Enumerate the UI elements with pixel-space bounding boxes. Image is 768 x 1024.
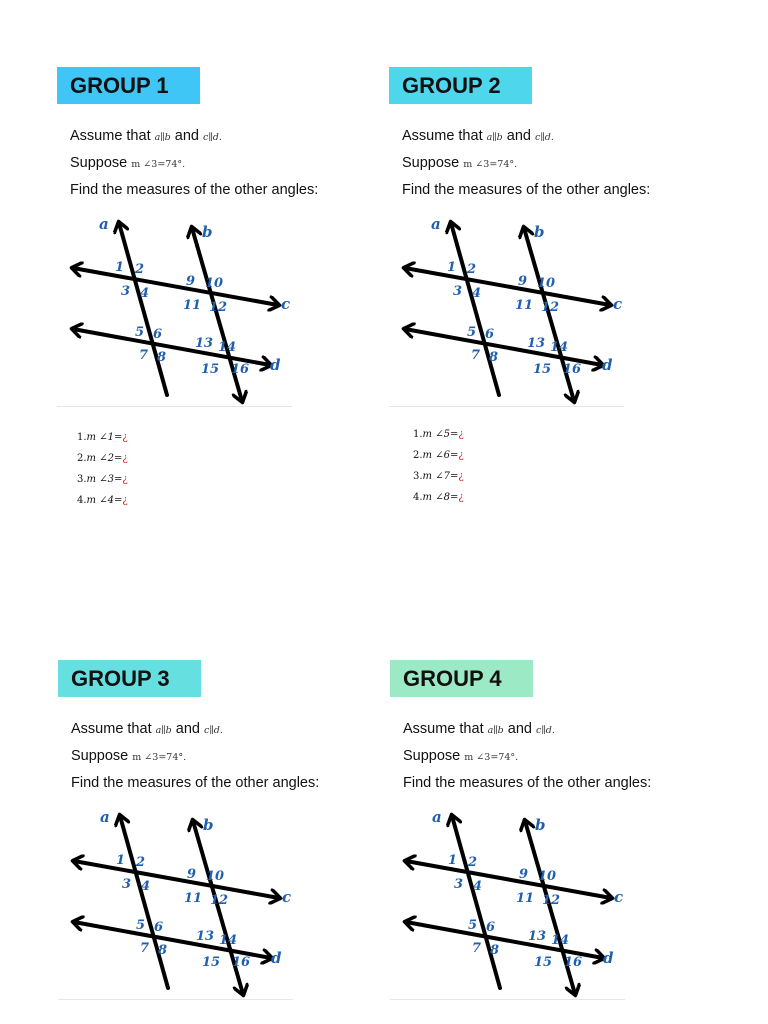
question-item: 1.m ∠5=¿ <box>413 429 464 440</box>
question-list <box>413 424 464 508</box>
suppose-line <box>402 155 517 171</box>
line-c <box>73 268 278 305</box>
group-1 <box>57 67 387 506</box>
suppose-expression: m ∠3=74°. <box>132 752 187 763</box>
group-title: GROUP 3 <box>58 660 201 697</box>
angle-label-6: 6 <box>153 327 163 342</box>
line-c <box>74 861 279 898</box>
angle-label-12: 12 <box>209 300 228 315</box>
angle-label-14: 14 <box>551 933 570 948</box>
parallel-cd: c∥d <box>203 132 219 143</box>
line-label-d: d <box>602 356 613 374</box>
angle-label-16: 16 <box>232 955 251 970</box>
angle-label-8: 8 <box>157 350 167 365</box>
angle-label-11: 11 <box>184 891 203 906</box>
angle-label-9: 9 <box>519 867 529 882</box>
line-c <box>406 861 611 898</box>
find-instruction: Find the measures of the other angles: <box>70 182 319 198</box>
find-instruction: Find the measures of the other angles: <box>71 775 320 791</box>
assume-prefix: Assume that <box>403 721 484 737</box>
question-item: 4.m ∠8=¿ <box>413 492 464 503</box>
suppose-line <box>71 748 186 764</box>
angle-label-4: 4 <box>472 286 482 301</box>
angle-label-15: 15 <box>202 955 221 970</box>
parallel-ab: a∥b <box>155 725 172 736</box>
question-item: 4.m ∠4=¿ <box>77 495 128 506</box>
line-label-a: a <box>431 215 441 233</box>
diagram-svg <box>68 806 298 1004</box>
parallel-lines-diagram <box>399 213 629 411</box>
assume-line <box>70 128 222 144</box>
question-item: 2.m ∠6=¿ <box>413 450 464 461</box>
angle-label-3: 3 <box>122 877 132 892</box>
group-2 <box>389 67 719 503</box>
line-label-c: c <box>613 295 623 313</box>
angle-label-3: 3 <box>453 284 463 299</box>
angle-label-3: 3 <box>121 284 131 299</box>
angle-label-3: 3 <box>454 877 464 892</box>
suppose-prefix: Suppose <box>402 155 460 171</box>
assume-prefix: Assume that <box>402 128 483 144</box>
angle-label-4: 4 <box>140 286 150 301</box>
line-a <box>120 816 168 988</box>
angle-label-11: 11 <box>183 298 202 313</box>
diagram-svg <box>399 213 629 411</box>
line-label-b: b <box>203 816 214 834</box>
angle-label-10: 10 <box>205 276 224 291</box>
assume-dot: . <box>218 132 222 143</box>
angle-label-15: 15 <box>534 955 553 970</box>
line-d <box>73 329 270 365</box>
angle-label-7: 7 <box>471 348 481 363</box>
assume-and: and <box>506 128 531 144</box>
angle-label-13: 13 <box>528 929 547 944</box>
divider <box>57 406 292 407</box>
angle-label-14: 14 <box>218 340 237 355</box>
angle-label-8: 8 <box>158 943 168 958</box>
suppose-expression: m ∠3=74°. <box>463 159 518 170</box>
assume-line <box>402 128 554 144</box>
parallel-cd: c∥d <box>535 132 551 143</box>
angle-label-14: 14 <box>219 933 238 948</box>
line-label-a: a <box>432 808 442 826</box>
angle-label-5: 5 <box>468 918 478 933</box>
find-instruction: Find the measures of the other angles: <box>403 775 652 791</box>
angle-label-15: 15 <box>201 362 220 377</box>
angle-label-8: 8 <box>490 943 500 958</box>
assume-dot: . <box>551 725 555 736</box>
parallel-lines-diagram <box>68 806 298 1004</box>
assume-dot: . <box>550 132 554 143</box>
assume-line <box>71 721 223 737</box>
question-item: 3.m ∠3=¿ <box>77 474 128 485</box>
suppose-line <box>403 748 518 764</box>
parallel-ab: a∥b <box>487 725 504 736</box>
angle-label-11: 11 <box>516 891 535 906</box>
line-label-b: b <box>535 816 546 834</box>
parallel-ab: a∥b <box>486 132 503 143</box>
angle-label-5: 5 <box>135 325 145 340</box>
angle-label-13: 13 <box>195 336 214 351</box>
angle-label-2: 2 <box>467 262 477 277</box>
angle-label-16: 16 <box>563 362 582 377</box>
line-label-c: c <box>281 295 291 313</box>
angle-label-5: 5 <box>467 325 477 340</box>
angle-label-7: 7 <box>139 348 149 363</box>
angle-label-7: 7 <box>472 941 482 956</box>
group-title: GROUP 2 <box>389 67 532 104</box>
angle-label-13: 13 <box>527 336 546 351</box>
line-d <box>74 922 271 958</box>
angle-label-14: 14 <box>550 340 569 355</box>
angle-label-2: 2 <box>136 855 146 870</box>
angle-label-9: 9 <box>518 274 528 289</box>
diagram-svg <box>400 806 630 1004</box>
group-4 <box>390 660 720 970</box>
angle-label-16: 16 <box>231 362 250 377</box>
angle-label-10: 10 <box>537 276 556 291</box>
parallel-lines-diagram <box>400 806 630 1004</box>
parallel-cd: c∥d <box>536 725 552 736</box>
angle-label-2: 2 <box>468 855 478 870</box>
parallel-lines-diagram <box>67 213 297 411</box>
angle-label-12: 12 <box>210 893 229 908</box>
assume-dot: . <box>219 725 223 736</box>
angle-label-6: 6 <box>154 920 164 935</box>
angle-label-10: 10 <box>206 869 225 884</box>
line-label-c: c <box>614 888 624 906</box>
parallel-ab: a∥b <box>154 132 171 143</box>
suppose-prefix: Suppose <box>403 748 461 764</box>
line-d <box>405 329 602 365</box>
angle-label-8: 8 <box>489 350 499 365</box>
angle-label-12: 12 <box>542 893 561 908</box>
find-instruction: Find the measures of the other angles: <box>402 182 651 198</box>
group-3 <box>58 660 388 970</box>
assume-and: and <box>175 721 200 737</box>
group-title: GROUP 1 <box>57 67 200 104</box>
assume-and: and <box>507 721 532 737</box>
line-label-d: d <box>271 949 282 967</box>
angle-label-15: 15 <box>533 362 552 377</box>
line-label-d: d <box>603 949 614 967</box>
line-label-b: b <box>534 223 545 241</box>
line-label-a: a <box>99 215 109 233</box>
group-title: GROUP 4 <box>390 660 533 697</box>
divider <box>389 406 624 407</box>
divider <box>58 999 293 1000</box>
angle-label-9: 9 <box>187 867 197 882</box>
assume-prefix: Assume that <box>71 721 152 737</box>
angle-label-1: 1 <box>116 853 126 868</box>
angle-label-12: 12 <box>541 300 560 315</box>
angle-label-16: 16 <box>564 955 583 970</box>
angle-label-5: 5 <box>136 918 146 933</box>
suppose-expression: m ∠3=74°. <box>131 159 186 170</box>
angle-label-7: 7 <box>140 941 150 956</box>
line-label-a: a <box>100 808 110 826</box>
question-item: 3.m ∠7=¿ <box>413 471 464 482</box>
angle-label-2: 2 <box>135 262 145 277</box>
parallel-cd: c∥d <box>204 725 220 736</box>
divider <box>390 999 625 1000</box>
angle-label-1: 1 <box>448 853 458 868</box>
line-c <box>405 268 610 305</box>
suppose-line <box>70 155 185 171</box>
suppose-prefix: Suppose <box>70 155 128 171</box>
angle-label-11: 11 <box>515 298 534 313</box>
line-label-c: c <box>282 888 292 906</box>
suppose-prefix: Suppose <box>71 748 129 764</box>
suppose-expression: m ∠3=74°. <box>464 752 519 763</box>
line-a <box>451 223 499 395</box>
assume-and: and <box>174 128 199 144</box>
line-a <box>452 816 500 988</box>
line-a <box>119 223 167 395</box>
diagram-svg <box>67 213 297 411</box>
angle-label-4: 4 <box>141 879 151 894</box>
angle-label-6: 6 <box>486 920 496 935</box>
question-list <box>77 427 128 511</box>
angle-label-1: 1 <box>115 260 125 275</box>
question-item: 2.m ∠2=¿ <box>77 453 128 464</box>
angle-label-10: 10 <box>538 869 557 884</box>
angle-label-9: 9 <box>186 274 196 289</box>
assume-prefix: Assume that <box>70 128 151 144</box>
angle-label-1: 1 <box>447 260 457 275</box>
angle-label-6: 6 <box>485 327 495 342</box>
assume-line <box>403 721 555 737</box>
angle-label-4: 4 <box>473 879 483 894</box>
line-label-d: d <box>270 356 281 374</box>
line-d <box>406 922 603 958</box>
angle-label-13: 13 <box>196 929 215 944</box>
question-item: 1.m ∠1=¿ <box>77 432 128 443</box>
line-label-b: b <box>202 223 213 241</box>
